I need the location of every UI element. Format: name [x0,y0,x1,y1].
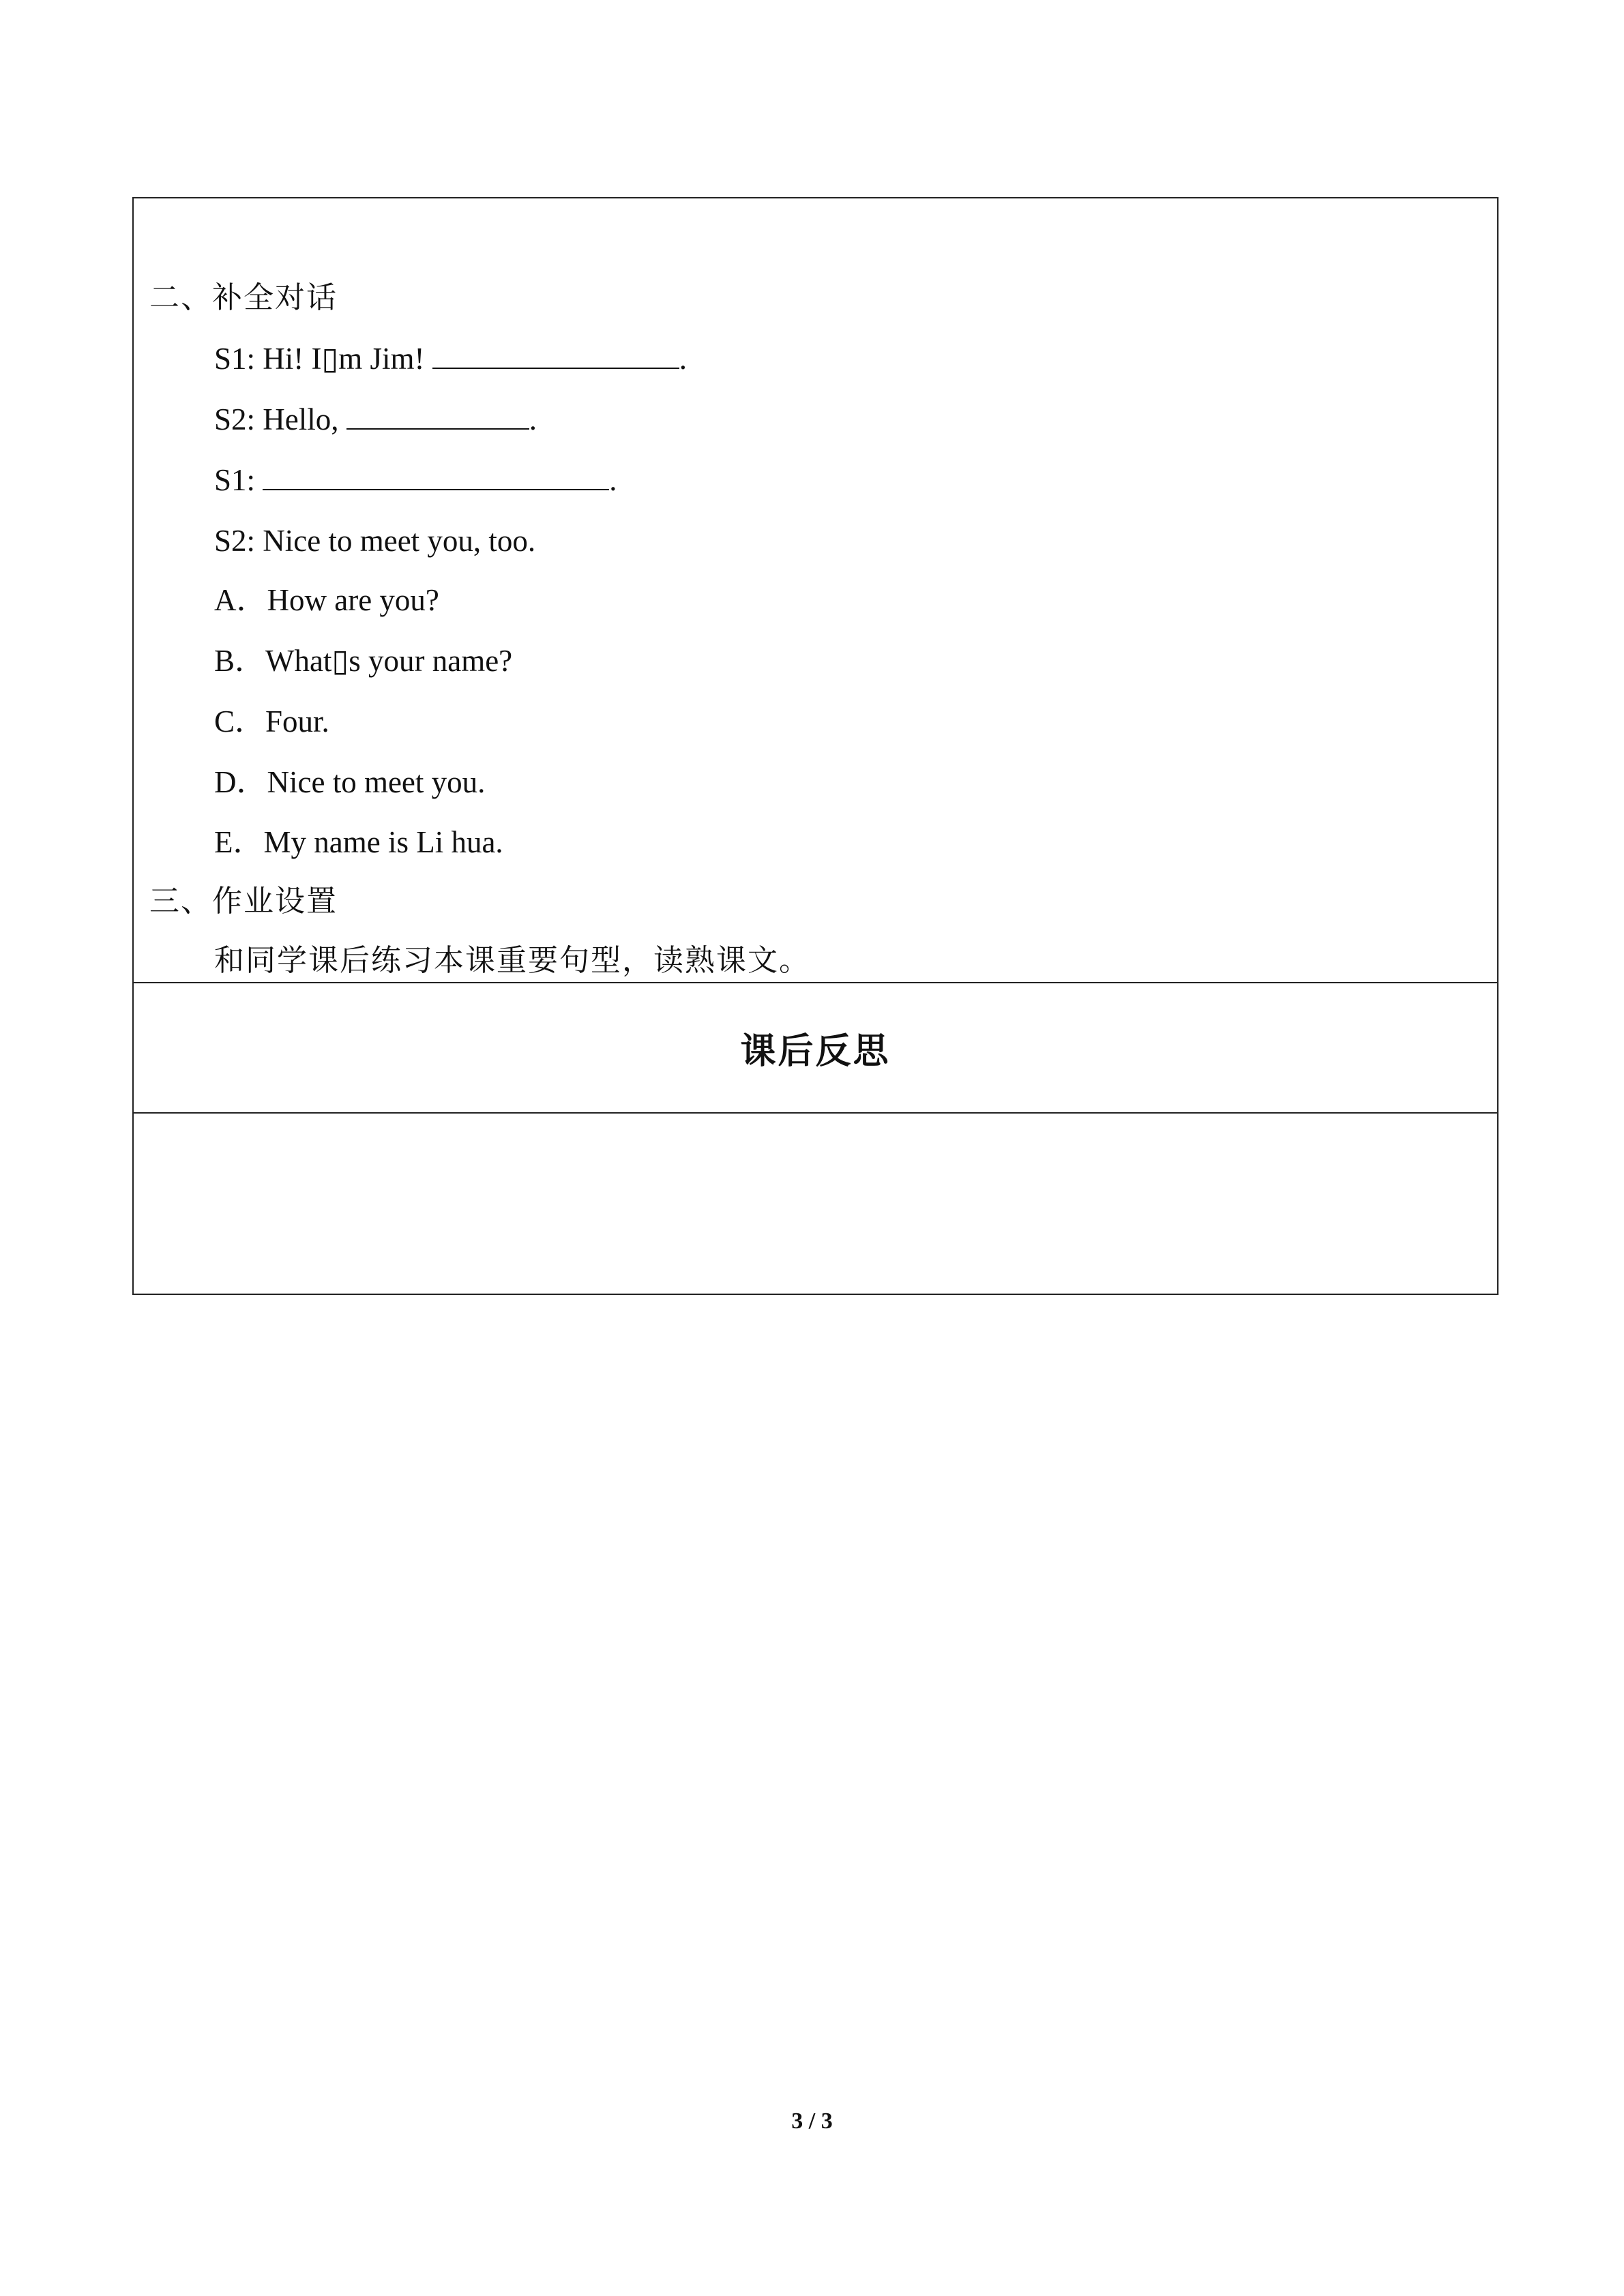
reflection-heading-cell [134,983,1497,1114]
dialogue-line-2-end: . [529,402,537,436]
content-cell [134,198,1497,983]
dialogue-line-3-end: . [609,463,617,497]
answer-blank-2 [346,402,529,430]
reflection-heading: 课后反思 [740,1031,891,1072]
dialogue-line-4: S2: Nice to meet you, too. [214,524,536,558]
option-d: D．Nice to meet you. [214,765,486,799]
page-number: 3 / 3 [791,2108,833,2134]
homework-text: 和同学课后练习本课重要句型，读熟课文。 [214,943,810,978]
option-e: E．My name is Li hua. [214,825,503,859]
dialogue-line-3 [214,461,617,499]
dialogue-line-1 [214,340,687,378]
dialogue-line-3-text: S1: [214,463,263,497]
option-c: C．Four. [214,704,329,739]
option-a: A．How are you? [214,583,439,617]
dialogue-line-1-end: . [679,342,688,376]
dialogue-line-2 [214,400,537,438]
dialogue-line-2-text: S2: Hello, [214,402,346,436]
lesson-table [132,197,1498,1295]
dialogue-line-1-text: S1: Hi! I▯m Jim! [214,342,432,376]
homework-section-title: 三、作业设置 [149,884,338,919]
reflection-content-cell [134,1114,1497,1295]
dialogue-section-title: 二、补全对话 [149,280,338,315]
answer-blank-1 [432,342,679,369]
answer-blank-3 [263,463,609,490]
option-b: B．What▯s your name? [214,644,513,678]
